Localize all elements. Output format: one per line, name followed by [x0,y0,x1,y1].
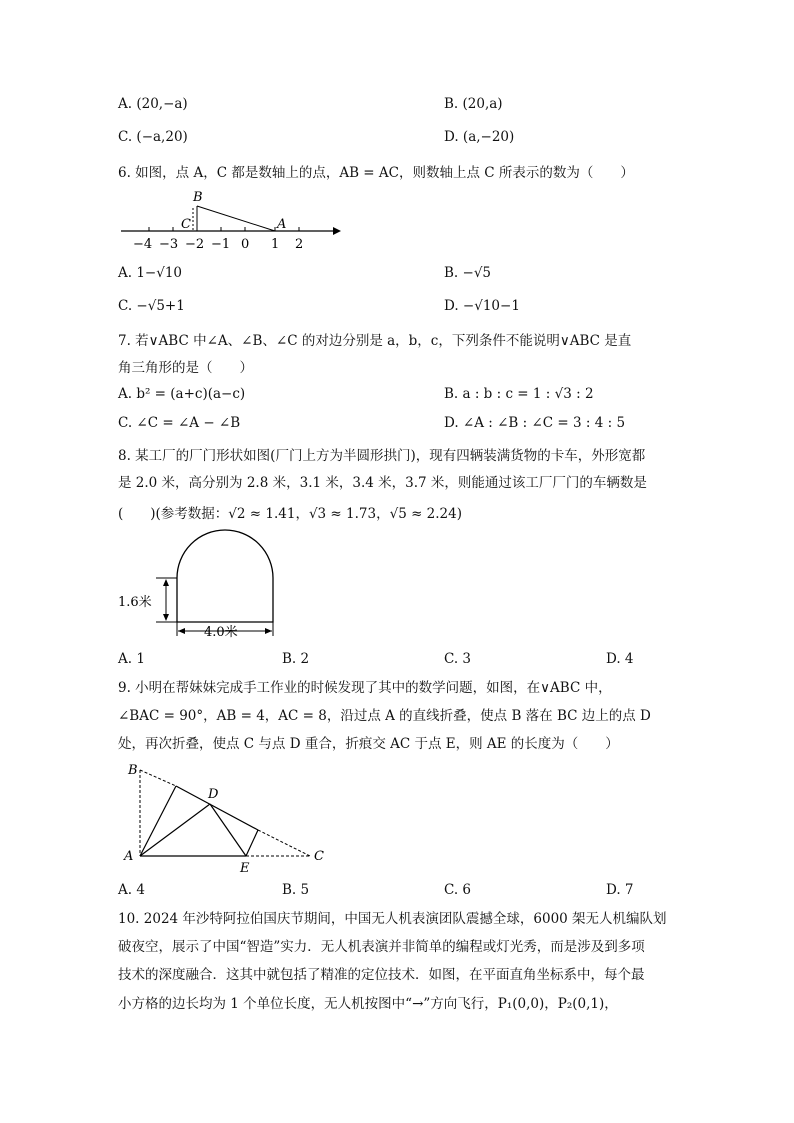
q7-option-b: B. a : b : c = 1 : √3 : 2 [444,386,594,402]
q8-option-d: D. 4 [606,651,634,667]
q8-stem-line2: 是 2.0 米，高分别为 2.8 米，3.1 米，3.4 米，3.7 米，则能通过该工厂厂门的车辆数是 [118,475,647,491]
q10-line1: 10. 2024 年沙特阿拉伯国庆节期间，中国无人机表演团队震撼全球，6000 架无人机编队划 [118,911,667,927]
arrow-right-icon [265,628,272,634]
segment-de [210,804,246,856]
q6-option-d: D. −√10−1 [444,298,520,314]
q9-option-c: C. 6 [444,882,472,898]
q5-option-a: A. (20,−a) [118,96,188,112]
q5-option-b: B. (20,a) [444,96,503,112]
tick-label: −3 [159,237,179,252]
label-c: C [314,849,324,864]
q9-option-b: B. 5 [282,882,310,898]
label-b: B [128,763,138,778]
label-a: A [124,849,134,864]
q8-stem-line3: ( )(参考数据：√2 ≈ 1.41，√3 ≈ 1.73，√5 ≈ 2.24) [118,506,462,522]
tick-label: 1 [271,237,280,252]
q7-option-a: A. b² = (a+c)(a−c) [118,386,246,402]
q7-stem-line1: 7. 若∨ABC 中∠A、∠B、∠C 的对边分别是 a，b，c，下列条件不能说明∨ABC 是直 [118,333,632,349]
q9-option-d: D. 7 [606,882,634,898]
q5-option-d: D. (a,−20) [444,129,515,145]
tick-labels [133,237,303,252]
segment-b-fold-dashed [140,770,176,786]
label-c: C [181,217,191,232]
tick-label: −2 [185,237,205,252]
q8-stem-line1: 8. 某工厂的厂门形状如图(厂门上方为半圆形拱门)，现有四辆装满货物的卡车，外形宽都 [118,448,646,464]
fold-line-2 [246,830,258,856]
q6-option-b: B. −√5 [444,265,492,281]
tick-label: 0 [241,237,250,252]
segment-ab [197,206,275,231]
q7-option-d: D. ∠A : ∠B : ∠C = 3 : 4 : 5 [444,415,626,431]
q9-stem-line1: 9. 小明在帮妹妹完成手工作业的时候发现了其中的数学问题，如图，在∨ABC 中， [118,680,612,696]
label-b: B [193,190,203,205]
q8-option-a: A. 1 [118,651,145,667]
tick-label: −4 [133,237,153,252]
arrow-left-icon [178,628,185,634]
q6-option-a: A. 1−√10 [118,265,183,281]
q7-option-c: C. ∠C = ∠A − ∠B [118,415,241,431]
q10-line2: 破夜空，展示了中国“智造”实力．无人机表演并非简单的编程或灯光秀，而是涉及到多项 [118,939,645,955]
q7-stem-line2: 角三角形的是（ ） [118,360,253,376]
gate-outline [177,530,273,622]
q6-option-c: C. −√5+1 [118,298,185,314]
q9-stem-line2: ∠BAC = 90°，AB = 4，AC = 8，沿过点 A 的直线折叠，使点 B 落在 BC 边上的点 D [118,708,651,724]
q9-triangle-figure [118,760,330,876]
label-a: A [277,217,287,232]
fold-line-1 [140,786,176,856]
q9-stem-line3: 处，再次折叠，使点 C 与点 D 重合，折痕交 AC 于点 E，则 AE 的长度为（ ） [118,736,619,752]
q6-number-line-figure [115,186,345,252]
q8-option-b: B. 2 [282,651,310,667]
q9-option-a: A. 4 [118,882,145,898]
q8-gate-figure [114,526,294,644]
q10-line4: 小方格的边长均为 1 个单位长度，无人机按图中“→”方向飞行，P₁(0,0)，P₂(0,1)， [118,996,618,1012]
q5-option-c: C. (−a,20) [118,129,188,145]
label-d: D [208,787,219,802]
segment-ad [140,804,210,856]
arrow-up-icon [163,579,169,586]
q10-line3: 技术的深度融合．这其中就包括了精准的定位技术．如图，在平面直角坐标系中，每个最 [118,967,645,983]
tick-label: −1 [211,237,231,252]
label-e: E [240,861,250,876]
width-label: 4.0米 [204,625,238,640]
q8-option-c: C. 3 [444,651,472,667]
tick-label: 2 [295,237,304,252]
axis-arrow-icon [333,227,341,235]
segment-c-fold-dashed [258,830,310,856]
arrow-down-icon [163,614,169,621]
q6-stem: 6. 如图，点 A，C 都是数轴上的点，AB = AC，则数轴上点 C 所表示的数为（ ） [118,165,634,181]
height-label: 1.6米 [118,595,152,610]
